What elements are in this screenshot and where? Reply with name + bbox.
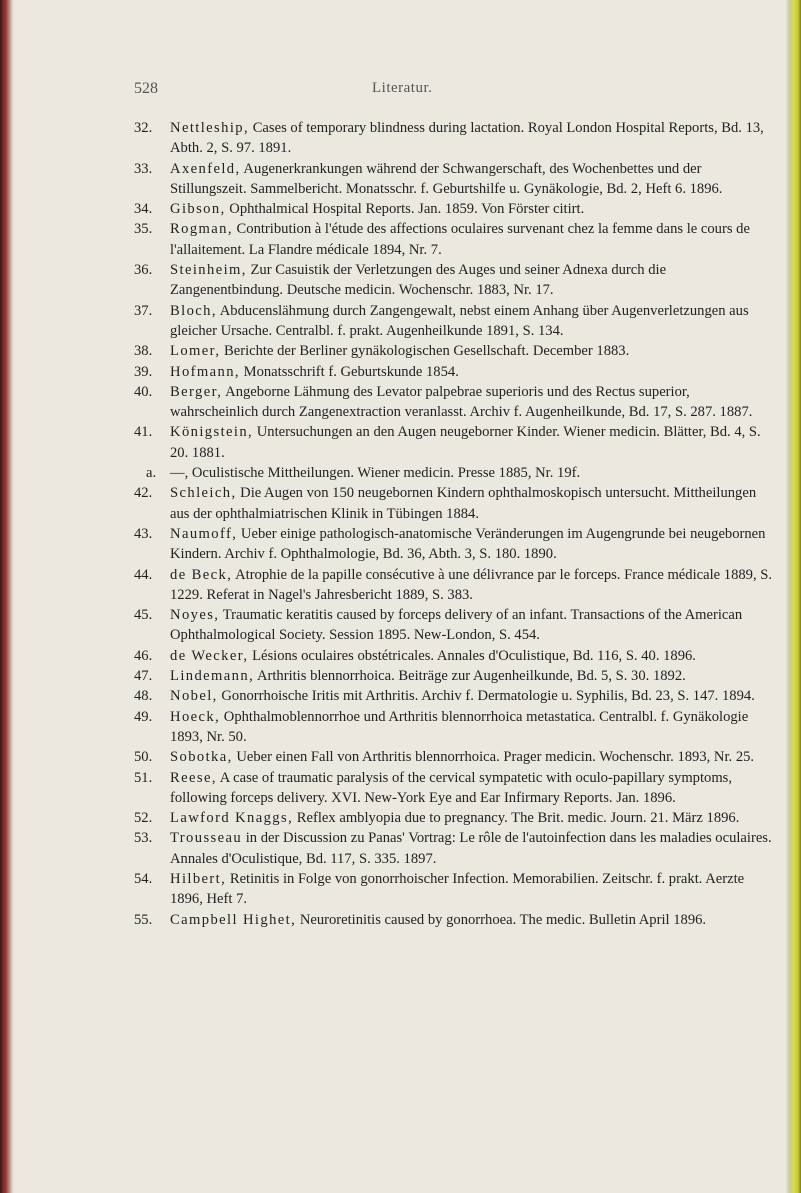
reference-text: Monatsschrift f. Geburtskunde 1854.: [239, 363, 459, 380]
reference-text: Augenerkrankungen während der Schwangerschaft, des Wochenbettes und der Stillungszeit. Sammelbericht. Monatsschr. f. Geburtshilfe u. Gynäkologie, Bd. 2, Heft 6. 1896.: [170, 160, 723, 197]
reference-text: Angeborne Lähmung des Levator palpebrae superioris und des Rectus superior, wahrscheinlich durch Zangenextraction veranlasst. Archiv f. Augenheilkunde, Bd. 17, S. 287. 1887.: [170, 383, 753, 421]
reference-entry: [134, 260, 774, 301]
reference-entry: [134, 524, 774, 565]
reference-number: 39.: [134, 363, 153, 380]
reference-author: Trousseau: [170, 830, 243, 847]
reference-text: Reflex amblyopia due to pregnancy. The Brit. medic. Journ. 21. März 1896.: [293, 810, 740, 827]
reference-author: Axenfeld,: [170, 160, 241, 177]
reference-author: Lindemann,: [170, 668, 255, 685]
page-header: [0, 80, 801, 100]
reference-entry: [134, 808, 774, 828]
reference-author: Berger,: [170, 383, 223, 400]
reference-entry: [134, 828, 774, 869]
reference-entry: [134, 646, 774, 666]
reference-author: Hofmann,: [170, 363, 240, 380]
reference-author: Steinheim,: [170, 262, 247, 279]
reference-text: Traumatic keratitis caused by forceps delivery of an infant. Transactions of the American Ophthalmological Society. Session 1895. New-London, S. 454.: [170, 607, 743, 644]
reference-number: 55.: [134, 911, 153, 928]
reference-number: 35.: [134, 221, 153, 238]
reference-text: in der Discussion zu Panas' Vortrag: Le rôle de l'autoinfection dans les maladies oculaires. Annales d'Oculistique, Bd. 117, S. 335. 1897.: [170, 830, 772, 867]
reference-author: de Beck,: [170, 566, 233, 583]
reference-number: 46.: [134, 647, 153, 664]
reference-author: Hoeck,: [170, 708, 221, 725]
reference-entry: [134, 118, 774, 159]
reference-text: Cases of temporary blindness during lactation. Royal London Hospital Reports, Bd. 13, Abth. 2, S. 97. 1891.: [170, 120, 764, 157]
reference-entry: [134, 159, 774, 200]
reference-author: Reese,: [170, 769, 217, 786]
reference-entry: [134, 910, 774, 930]
reference-entry: [134, 422, 774, 463]
page-outer-edge: [785, 0, 801, 1193]
reference-author: Lomer,: [170, 343, 221, 360]
reference-author: Naumoff,: [170, 525, 238, 542]
reference-number: 41.: [134, 424, 153, 441]
reference-entry: [134, 869, 774, 910]
reference-author: Bloch,: [170, 302, 217, 319]
reference-number: 45.: [134, 607, 153, 624]
reference-text: Ophthalmoblennorrhoe und Arthritis blennorrhoica metastatica. Centralbl. f. Gynäkologie 1893, Nr. 50.: [170, 708, 749, 745]
reference-author: Königstein,: [170, 424, 254, 441]
reference-text: Berichte der Berliner gynäkologischen Gesellschaft. December 1883.: [220, 343, 630, 360]
reference-number: 43.: [134, 525, 153, 542]
reference-number: 37.: [134, 302, 153, 319]
reference-entry: [134, 565, 774, 606]
reference-entry: [134, 666, 774, 686]
reference-number: 50.: [134, 749, 153, 766]
reference-entry: [134, 605, 774, 646]
reference-text: Arthritis blennorrhoica. Beiträge zur Augenheilkunde, Bd. 5, S. 30. 1892.: [254, 668, 686, 685]
reference-text: Untersuchungen an den Augen neugeborner Kinder. Wiener medicin. Blätter, Bd. 4, S. 20. 1881.: [170, 424, 761, 461]
reference-entry: [134, 382, 774, 423]
reference-number: 32.: [134, 120, 153, 136]
reference-number: 34.: [134, 201, 153, 218]
reference-number: 42.: [134, 485, 153, 502]
reference-author: Campbell Highet,: [170, 911, 297, 928]
reference-number: 54.: [134, 870, 153, 887]
reference-text: —, Oculistische Mittheilungen. Wiener medicin. Presse 1885, Nr. 19f.: [170, 465, 581, 482]
reference-text: Ueber einige pathologisch-anatomische Veränderungen im Augengrunde bei neugebornen Kindern. Archiv f. Ophthalmologie, Bd. 36, Abth. 3, S. 180. 1890.: [170, 525, 766, 563]
reference-text: Atrophie de la papille consécutive à une délivrance par le forceps. France médicale 1889, S. 1229. Referat in Nagel's Jahresbericht 1889, S. 383.: [170, 566, 773, 603]
reference-number: a.: [146, 465, 157, 482]
reference-entry: [134, 707, 774, 748]
reference-author: Lawford Knaggs,: [170, 810, 294, 827]
reference-text: Abducenslähmung durch Zangengewalt, nebst einem Anhang über Augenverletzungen aus gleicher Ursache. Centralbl. f. prakt. Augenheilkunde 1891, S. 134.: [170, 302, 749, 339]
reference-author: Nettleship,: [170, 120, 250, 136]
reference-entry: [134, 686, 774, 706]
reference-entry: [134, 463, 774, 483]
reference-number: 47.: [134, 668, 153, 685]
reference-text: Ueber einen Fall von Arthritis blennorrhoica. Prager medicin. Wochenschr. 1893, Nr. 25.: [232, 749, 755, 766]
reference-author: Nobel,: [170, 688, 218, 705]
reference-number: 48.: [134, 688, 153, 705]
reference-text: Gonorrhoische Iritis mit Arthritis. Archiv f. Dermatologie u. Syphilis, Bd. 23, S. 147. 1894.: [217, 688, 755, 705]
reference-entry: [134, 199, 774, 219]
reference-entry: [134, 747, 774, 767]
reference-number: 38.: [134, 343, 153, 360]
reference-entry: [134, 768, 774, 809]
reference-author: Rogman,: [170, 221, 233, 238]
reference-number: 40.: [134, 383, 153, 400]
reference-author: Sobotka,: [170, 749, 233, 766]
reference-entry: [134, 301, 774, 342]
reference-number: 51.: [134, 769, 153, 786]
reference-author: Gibson,: [170, 201, 226, 218]
reference-number: 44.: [134, 566, 153, 583]
reference-entry: [134, 341, 774, 361]
reference-text: A case of traumatic paralysis of the cervical sympatetic with oculo-papillary symptoms, following forceps delivery. XVI. New-York Eye and Ear Infirmary Reports. Jan. 1896.: [170, 769, 732, 806]
reference-text: Retinitis in Folge von gonorrhoischer Infection. Memorabilien. Zeitschr. f. prakt. Aerzte 1896, Heft 7.: [170, 870, 745, 908]
reference-number: 33.: [134, 160, 153, 177]
reference-number: 49.: [134, 708, 153, 725]
reference-list: [134, 118, 774, 930]
reference-entry: [134, 483, 774, 524]
page-number: 528: [134, 80, 158, 97]
reference-entry: [134, 362, 774, 382]
reference-author: de Wecker,: [170, 647, 249, 664]
reference-number: 53.: [134, 830, 153, 847]
reference-text: Neuroretinitis caused by gonorrhoea. The medic. Bulletin April 1896.: [296, 911, 707, 928]
reference-text: Die Augen von 150 neugebornen Kindern ophthalmoskopisch untersucht. Mittheilungen aus der ophthalmiatrischen Klinik in Tübingen 1884.: [170, 485, 757, 522]
reference-text: Lésions oculaires obstétricales. Annales d'Oculistique, Bd. 116, S. 40. 1896.: [248, 647, 696, 664]
reference-number: 36.: [134, 262, 153, 279]
reference-author: Schleich,: [170, 485, 237, 502]
reference-author: Noyes,: [170, 607, 220, 624]
reference-text: Zur Casuistik der Verletzungen des Auges und seiner Adnexa durch die Zangenentbindung. Deutsche medicin. Wochenschr. 1883, Nr. 17.: [170, 262, 667, 299]
reference-text: Contribution à l'étude des affections oculaires survenant chez la femme dans le cours de l'allaitement. La Flandre médicale 1894, Nr. 7.: [170, 221, 750, 258]
reference-number: 52.: [134, 810, 153, 827]
reference-author: Hilbert,: [170, 870, 227, 887]
running-title: Literatur.: [372, 80, 433, 96]
page-binding-edge: [0, 0, 14, 1193]
reference-text: Ophthalmical Hospital Reports. Jan. 1859. Von Förster citirt.: [225, 201, 585, 218]
reference-entry: [134, 219, 774, 260]
